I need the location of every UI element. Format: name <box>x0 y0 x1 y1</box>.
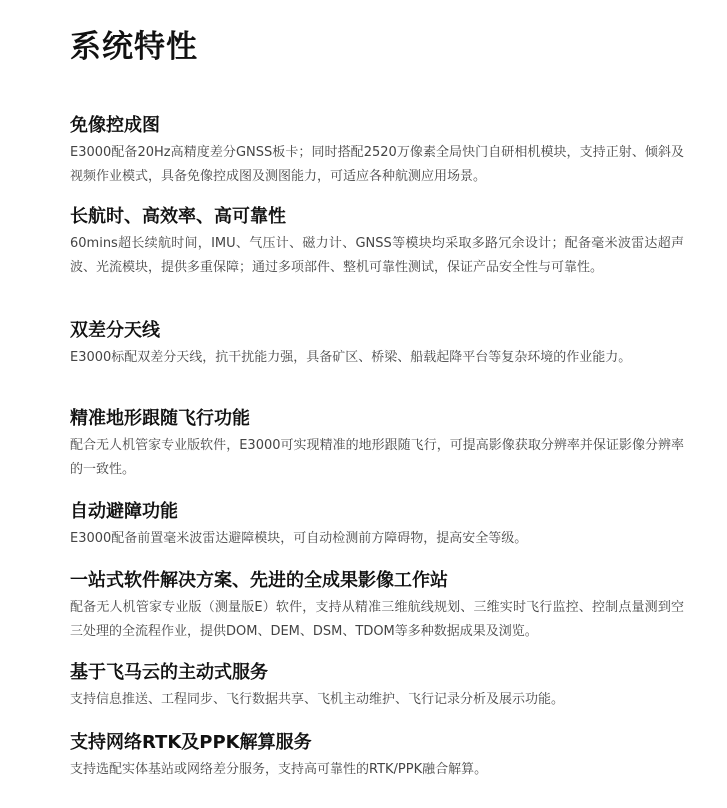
feature-title: 长航时、高效率、高可靠性 <box>70 206 286 227</box>
feature-description: 60mins超长续航时间，IMU、气压计、磁力计、GNSS等模块均采取多路冗余设计；配备毫米波雷达超声波、光流模块，提供多重保障；通过多项部件、整机可靠性测试，保证产品安全性与可靠性。 <box>70 236 684 275</box>
feature-title: 精准地形跟随飞行功能 <box>70 408 250 429</box>
feature-section <box>70 318 684 370</box>
feature-title: 免像控成图 <box>70 115 160 136</box>
feature-description: E3000标配双差分天线，抗干扰能力强，具备矿区、桥梁、船载起降平台等复杂环境的作业能力。 <box>70 350 632 365</box>
feature-title: 一站式软件解决方案、先进的全成果影像工作站 <box>70 570 448 591</box>
feature-section <box>70 568 684 644</box>
feature-description: 支持信息推送、工程同步、飞行数据共享、飞机主动维护、飞行记录分析及展示功能。 <box>70 692 565 707</box>
feature-title: 双差分天线 <box>70 320 160 341</box>
feature-title: 基于飞马云的主动式服务 <box>70 662 268 683</box>
feature-section <box>70 113 684 189</box>
page-title: 系统特性 <box>70 29 198 65</box>
feature-description: 配合无人机管家专业版软件，E3000可实现精准的地形跟随飞行，可提高影像获取分辨率并保证影像分辨率的一致性。 <box>70 438 684 477</box>
feature-section <box>70 406 684 482</box>
feature-title: 支持网络RTK及PPK解算服务 <box>70 732 312 753</box>
feature-description: 支持选配实体基站或网络差分服务，支持高可靠性的RTK/PPK融合解算。 <box>70 762 488 777</box>
feature-section <box>70 660 684 712</box>
feature-section <box>70 204 684 280</box>
feature-section <box>70 730 684 782</box>
feature-description: 配备无人机管家专业版（测量版E）软件，支持从精准三维航线规划、三维实时飞行监控、控制点量测到空三处理的全流程作业，提供DOM、DEM、DSM、TDOM等多种数据成果及浏览。 <box>70 600 684 639</box>
feature-description: E3000配备前置毫米波雷达避障模块，可自动检测前方障碍物，提高安全等级。 <box>70 531 528 546</box>
feature-description: E3000配备20Hz高精度差分GNSS板卡；同时搭配2520万像素全局快门自研相机模块，支持正射、倾斜及视频作业模式，具备免像控成图及测图能力，可适应各种航测应用场景。 <box>70 145 684 184</box>
feature-section <box>70 499 684 551</box>
feature-title: 自动避障功能 <box>70 501 178 522</box>
